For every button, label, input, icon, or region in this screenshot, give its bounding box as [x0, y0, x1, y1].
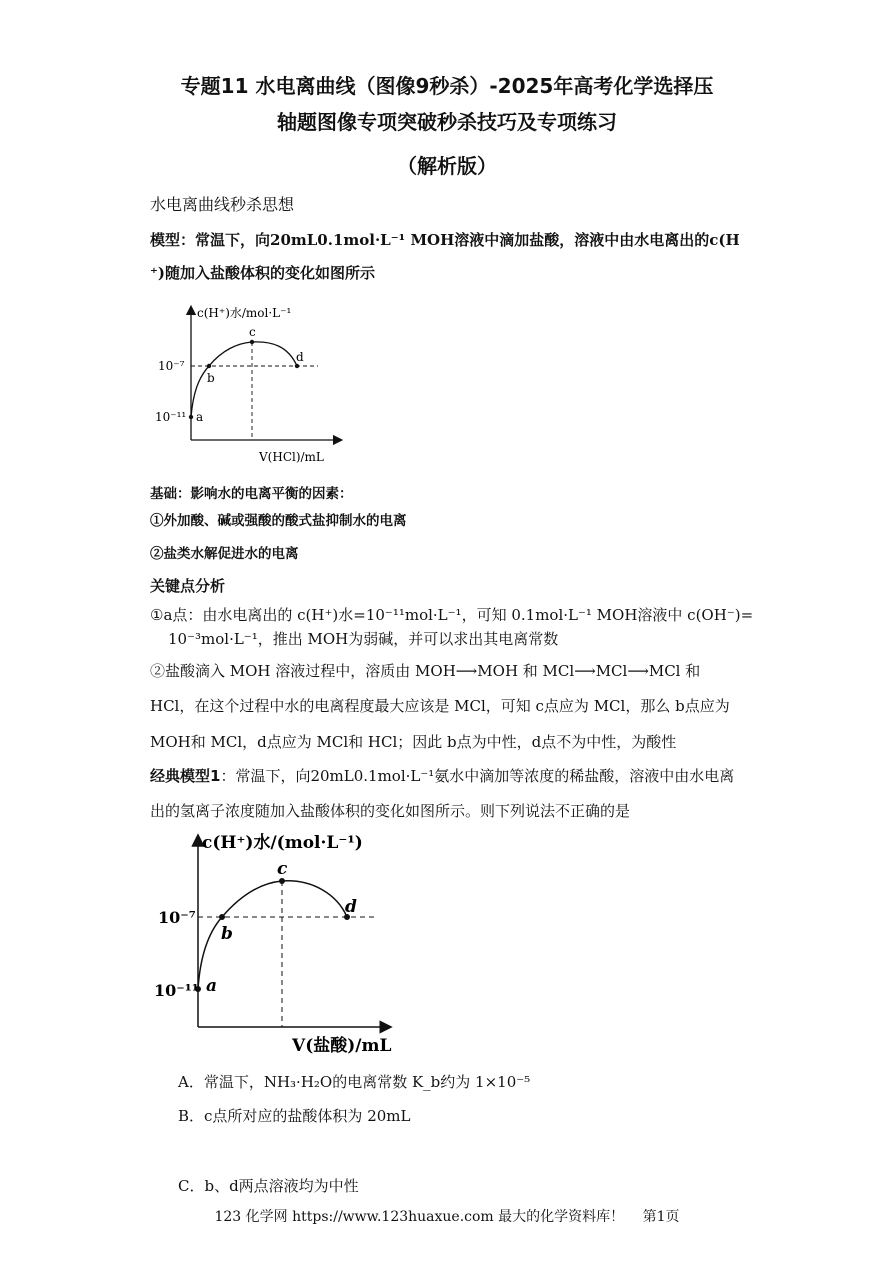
key-p2-line1: ②盐酸滴入 MOH 溶液过程中，溶质由 MOH⟶MOH 和 MCl⟶MCl⟶MCl 和	[150, 662, 701, 680]
key-p1-line2: 10⁻³mol·L⁻¹，推出 MOH为弱碱，并可以求出其电离常数	[168, 630, 559, 648]
example-line1	[150, 765, 734, 786]
basics-item1: ①外加酸、碱或强酸的酸式盐抑制水的电离	[150, 513, 407, 529]
example-label: 经典模型1	[150, 767, 221, 785]
figure1-x-label: V(HCl)/mL	[259, 450, 324, 464]
figure1-point-d	[295, 364, 299, 368]
key-p2-line2: HCl，在这个过程中水的电离程度最大应该是 MCl，可知 c点应为 MCl，那么 b点应为	[150, 697, 730, 715]
figure1-label-b: b	[207, 371, 215, 385]
figure2-tick-high: 10⁻⁷	[158, 908, 196, 927]
key-p1-line1: ①a点：由水电离出的 c(H⁺)水=10⁻¹¹mol·L⁻¹，可知 0.1mol·L⁻¹ MOH溶液中 c(OH⁻)=	[150, 606, 754, 624]
figure2-x-label: V(盐酸)/mL	[292, 1036, 392, 1056]
figure1-label-d: d	[296, 350, 304, 364]
document-title-line3: （解析版）	[397, 154, 497, 178]
example-line2: 出的氢离子浓度随加入盐酸体积的变化如图所示。则下列说法不正确的是	[150, 802, 631, 820]
figure2-y-label: c(H⁺)水/(mol·L⁻¹)	[202, 833, 363, 853]
figure2-label-a: a	[206, 976, 218, 996]
document-title-line1: 专题11 水电离曲线（图像9秒杀）-2025年高考化学选择压	[180, 74, 714, 98]
document-title-line2: 轴题图像专项突破秒杀技巧及专项练习	[277, 110, 617, 134]
figure2-label-b: b	[221, 924, 233, 944]
option-a: A．常温下，NH₃·H₂O的电离常数 K_b约为 1×10⁻⁵	[178, 1073, 531, 1091]
figure2-tick-low: 10⁻¹¹	[154, 981, 199, 1000]
example-text1: ：常温下，向20mL0.1mol·L⁻¹氨水中滴加等浓度的稀盐酸，溶液中由水电离	[220, 767, 735, 785]
figure1-point-c	[250, 340, 254, 344]
basics-heading: 基础：影响水的电离平衡的因素：	[150, 486, 353, 502]
option-c: C．b、d两点溶液均为中性	[178, 1177, 359, 1195]
figure1-y-label: c(H⁺)水/mol·L⁻¹	[197, 306, 292, 320]
model-line2: ⁺)随加入盐酸体积的变化如图所示	[150, 264, 376, 282]
figure1-tick-high: 10⁻⁷	[158, 359, 185, 373]
figure1-label-c: c	[249, 325, 256, 339]
figure1-point-a	[189, 415, 193, 419]
figure1-curve-chart	[150, 298, 350, 473]
option-b: B．c点所对应的盐酸体积为 20mL	[178, 1107, 411, 1125]
section-heading: 水电离曲线秒杀思想	[150, 195, 295, 214]
basics-item2: ②盐类水解促进水的电离	[150, 546, 299, 562]
page-footer: 123 化学网 https://www.123huaxue.com 最大的化学资料库！ 第1页	[214, 1209, 680, 1225]
figure2-label-d: d	[345, 897, 357, 917]
figure2-point-b	[219, 914, 225, 920]
model-line1: 模型：常温下，向20mL0.1mol·L⁻¹ MOH溶液中滴加盐酸，溶液中由水电离出的c(H	[150, 231, 740, 249]
figure1-label-a: a	[196, 410, 204, 424]
key-p2-line3: MOH和 MCl，d点应为 MCl和 HCl；因此 b点为中性，d点不为中性，为酸性	[150, 733, 677, 751]
figure1-tick-low: 10⁻¹¹	[155, 410, 187, 424]
key-heading: 关键点分析	[150, 577, 226, 595]
figure2-label-c: c	[277, 859, 288, 879]
figure2-curve-chart	[150, 826, 400, 1056]
figure1-point-b	[207, 364, 211, 368]
